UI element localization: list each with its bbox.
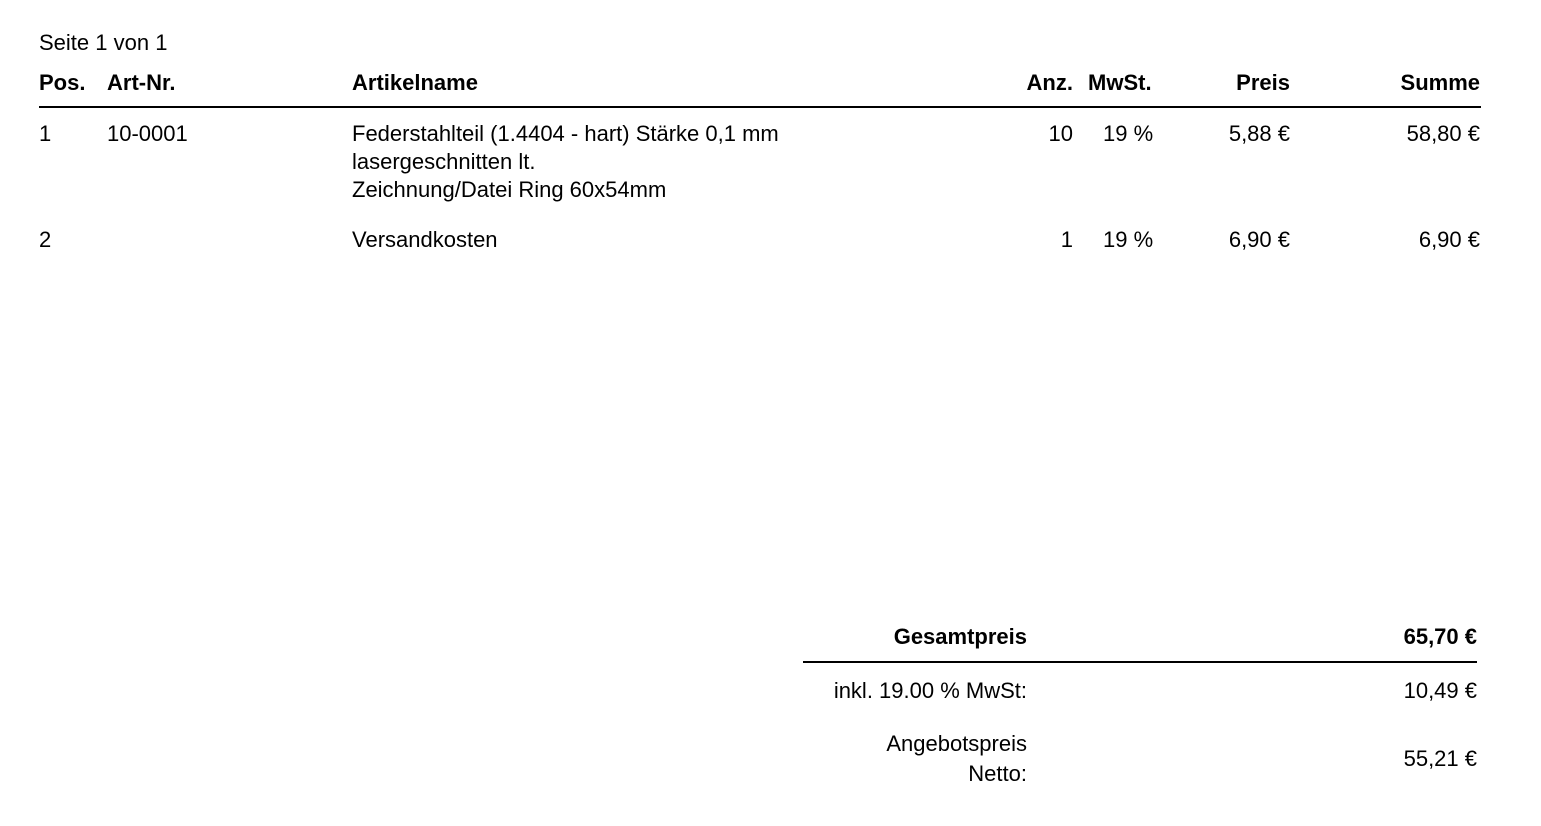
- header-anzahl: Anz.: [1026, 70, 1073, 95]
- row-preis: 5,88 €: [1228, 121, 1290, 146]
- net-price-label: Netto:: [968, 761, 1027, 786]
- row-artikelname: [352, 226, 498, 254]
- row-anzahl: 1: [1060, 227, 1073, 252]
- gesamtpreis-label: Gesamtpreis: [893, 624, 1027, 649]
- row-summe: 6,90 €: [1418, 227, 1480, 252]
- header-summe: Summe: [1400, 70, 1480, 95]
- row-art-nr: 10-0001: [107, 121, 188, 146]
- row-mwst: 19 %: [1103, 227, 1154, 252]
- header-mwst: MwSt.: [1088, 70, 1152, 95]
- row-artikelname-line: Versandkosten: [352, 227, 498, 252]
- net-price-value: 55,21 €: [1403, 746, 1477, 771]
- header-divider: [39, 106, 1481, 108]
- row-anzahl: 10: [1048, 121, 1073, 146]
- header-art-nr: Art-Nr.: [107, 70, 176, 95]
- net-price-label: Angebotspreis: [886, 731, 1027, 756]
- gesamtpreis-value: 65,70 €: [1403, 624, 1477, 649]
- header-preis: Preis: [1236, 70, 1290, 95]
- vat-value: 10,49 €: [1403, 678, 1477, 703]
- row-artikelname-line: Federstahlteil (1.4404 - hart) Stärke 0,1 mm: [352, 121, 779, 146]
- row-preis: 6,90 €: [1228, 227, 1290, 252]
- totals-divider: [803, 661, 1477, 663]
- row-pos: 1: [39, 121, 52, 146]
- row-artikelname-line: Zeichnung/Datei Ring 60x54mm: [352, 177, 667, 202]
- row-artikelname-line: lasergeschnitten lt.: [352, 149, 536, 174]
- vat-label: inkl. 19.00 % MwSt:: [833, 678, 1027, 703]
- row-mwst: 19 %: [1103, 121, 1154, 146]
- row-artikelname: [352, 120, 779, 204]
- page-indicator: Seite 1 von 1: [39, 30, 168, 55]
- header-pos: Pos.: [39, 70, 86, 95]
- header-artikelname: Artikelname: [352, 70, 478, 95]
- row-summe: 58,80 €: [1406, 121, 1480, 146]
- row-pos: 2: [39, 227, 52, 252]
